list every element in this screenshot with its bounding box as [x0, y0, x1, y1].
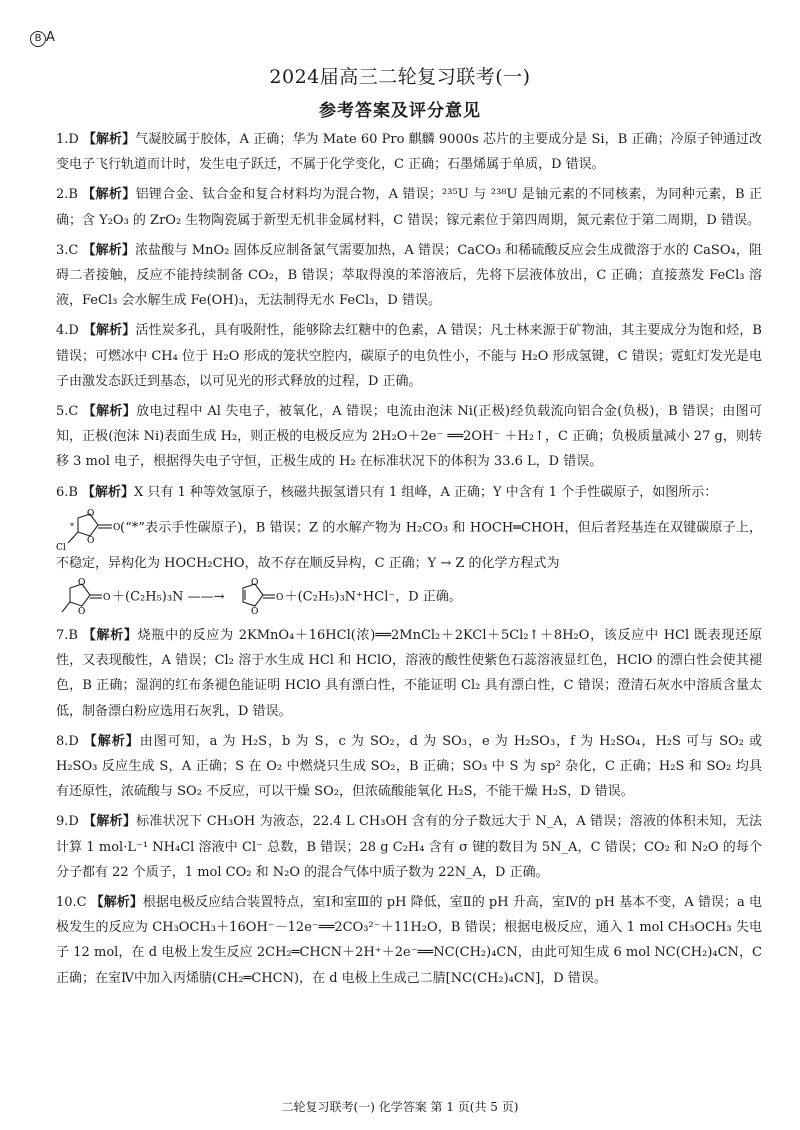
corner-circle-letter: B: [30, 31, 46, 47]
structure-y-chiral: [56, 505, 120, 551]
analysis-tag: 【解析】: [81, 484, 134, 500]
question-7: [56, 623, 762, 724]
chiral-star: *: [70, 521, 74, 531]
structure-z-product: [229, 576, 285, 618]
question-number: 2.B: [56, 187, 78, 203]
analysis-tag: 【解析】: [82, 242, 136, 258]
question-text: 浓盐酸与 MnO₂ 固体反应制备氯气需要加热，A 错误；CaCO₃ 和稀硫酸反应会生成微溶于水的 CaSO₄，阻碍二者接触，反应不能持续制备 CO₂，B 错误；萃取得溴的苯溶液后，先将下层液体放出，C 正确；直接蒸发 FeCl₃ 溶液，FeCl₃ 会水解生成 Fe(OH)₃，无法制得无水 FeCl₃，D 错误。: [56, 242, 762, 309]
atom-label: O: [87, 508, 95, 519]
atom-label: O: [113, 522, 120, 533]
question-text: 铝锂合金、钛合金和复合材料均为混合物，A 错误；²³⁵U 与 ²³⁸U 是铀元素的不同核素，为同种元素，B 正确；含 Y₂O₃ 的 ZrO₂ 生物陶瓷属于新型无机非金属材料，C 错误；镓元素位于第四周期，氮元素位于第二周期，D 错误。: [56, 187, 762, 228]
page-footer: 二轮复习联考(一) 化学答案 第 1 页(共 5 页): [281, 1100, 519, 1114]
question-3: [56, 238, 762, 314]
page-title: 2024届高三二轮复习联考(一): [269, 66, 531, 88]
equation-middle: ＋(C₂H₅)₃N ——→: [112, 589, 225, 605]
corner-letter: A: [46, 30, 55, 45]
structure-y-reactant: [56, 576, 112, 618]
question-9: [56, 809, 762, 885]
question-5: [56, 399, 762, 475]
question-text-b: (“*”表示手性碳原子)，B 错误；Z 的水解产物为 H₂CO₃ 和 HOCH═CHOH，但后者羟基连在双键碳原子上，不稳定，异构化为 HOCH₂CHO，故不存在顺反异构，C 正确；Y → Z 的化学方程式为: [56, 520, 762, 571]
page-subtitle: 参考答案及评分意见: [319, 101, 481, 121]
analysis-tag: 【解析】: [81, 628, 138, 644]
analysis-tag: 【解析】: [82, 404, 137, 420]
question-number: 3.C: [56, 242, 79, 258]
corner-mark: [30, 30, 55, 47]
atom-label: Cl: [56, 542, 66, 551]
question-number: 8.D: [56, 733, 79, 749]
analysis-tag: 【解析】: [82, 733, 140, 749]
question-10: [56, 890, 762, 991]
analysis-tag: 【解析】: [81, 187, 136, 203]
question-text: 放电过程中 Al 失电子，被氧化，A 错误；电流由泡沫 Ni(正极)经负载流向铝合金(负极)，B 错误；由图可知，正极(泡沫 Ni)表面生成 H₂，则正极的电极反应为 2H₂O＋2e⁻ ══2OH⁻ ＋H₂↑，C 正确；负极质量减小 27 g，则转移 3 mol 电子，根据得失电子守恒，正极生成的 H₂ 在标准状况下的体积为 33.6 L，D 错误。: [56, 404, 762, 470]
question-text: 烧瓶中的反应为 2KMnO₄＋16HCl(浓)══2MnCl₂＋2KCl＋5Cl₂↑＋8H₂O，该反应中 HCl 既表现还原性，又表现酸性，A 错误；Cl₂ 溶于水生成 HCl 和 HClO，溶液的酸性使紫色石蕊溶液显红色，HClO 的漂白性会使其褪色，B 正确；湿润的红布条褪色能证明 HClO 具有漂白性，不能证明 Cl₂ 具有漂白性，C 错误；澄清石灰水中溶质含量太低，制备漂白粉应选用石灰乳，D 错误。: [56, 628, 762, 719]
atom-label: O: [78, 607, 86, 618]
question-number: 9.D: [56, 814, 79, 830]
question-8: [56, 729, 762, 805]
answer-list: [56, 127, 762, 996]
analysis-tag: 【解析】: [90, 895, 143, 911]
question-number: 4.D: [56, 323, 79, 339]
question-number: 1.D: [56, 132, 79, 147]
question-4: [56, 318, 762, 394]
question-text: 活性炭多孔，具有吸附性，能够除去红糖中的色素，A 错误；凡士林来源于矿物油，其主要成分为饱和烃，B 错误；可燃冰中 CH₄ 位于 H₂O 形成的笼状空腔内，碳原子的电负性小，不能与 H₂O 形成氢键，C 错误；霓虹灯发光是电子由激发态跃迁到基态，以可见光的形式释放的过程，D 正确。: [56, 323, 762, 389]
atom-label: O: [87, 535, 95, 546]
question-text: 由图可知，a 为 H₂S，b 为 S，c 为 SO₂，d 为 SO₃，e 为 H₂SO₃，f 为 H₂SO₄，H₂S 可与 SO₂ 或 H₂SO₃ 反应生成 S，A 正确；S 在 O₂ 中燃烧只生成 SO₂，B 正确；SO₃ 中 S 为 sp² 杂化，C 正确；H₂S 和 SO₂ 均具有还原性，浓硫酸与 SO₂ 不反应，可以干燥 SO₂，但浓硫酸能氧化 H₂S，不能干燥 H₂S，D 错误。: [56, 733, 763, 800]
question-number: 10.C: [56, 895, 87, 911]
atom-label: O: [78, 578, 86, 589]
question-text: 气凝胶属于胶体，A 正确；华为 Mate 60 Pro 麒麟 9000s 芯片的主要成分是 Si，B 正确；冷原子钟通过改变电子飞行轨道而计时，发生电子跃迁，不属于化学变化，C 正确；石墨烯属于单质，D 错误。: [56, 132, 762, 173]
question-1: [56, 127, 762, 177]
analysis-tag: 【解析】: [82, 132, 136, 147]
analysis-tag: 【解析】: [82, 323, 136, 339]
question-6: [56, 480, 762, 618]
question-number: 6.B: [56, 484, 78, 500]
equation-end: ＋(C₂H₅)₃N⁺HCl⁻，D 正确。: [284, 589, 462, 605]
analysis-tag: 【解析】: [82, 814, 137, 830]
atom-label: O: [250, 578, 258, 589]
atom-label: O: [250, 607, 258, 618]
atom-label: O: [103, 593, 111, 604]
question-text: 标准状况下 CH₃OH 为液态，22.4 L CH₃OH 含有的分子数远大于 N_A，A 错误；溶液的体积未知，无法计算 1 mol·L⁻¹ NH₄Cl 溶液中 Cl⁻ 总数，B 错误；28 g C₂H₄ 含有 σ 键的数目为 5N_A，C 错误；CO₂ 和 N₂O 的每个分子都有 22 个质子，1 mol CO₂ 和 N₂O 的混合气体中质子数为 22N_A，D 正确。: [56, 814, 762, 880]
question-number: 7.B: [56, 628, 78, 644]
question-text: 根据电极反应结合装置特点，室Ⅰ和室Ⅲ的 pH 降低，室Ⅱ的 pH 升高，室Ⅳ的 pH 基本不变，A 错误；a 电极发生的反应为 CH₃OCH₃＋16OH⁻－12e⁻══2CO₃²⁻＋11H₂O，B 错误；根据电极反应，通入 1 mol CH₃OCH₃ 失电子 12 mol，在 d 电极上发生反应 2CH₂═CHCN＋2H⁺＋2e⁻══NC(CH₂)₄CN，由此可知生成 6 mol NC(CH₂)₄CN，C 正确；在室Ⅳ中加入丙烯腈(CH₂═CHCN)，在 d 电极上生成己二腈[NC(CH₂)₄CN]，D 错误。: [56, 895, 762, 986]
question-number: 5.C: [56, 404, 79, 420]
atom-label: O: [275, 593, 283, 604]
question-text-a: X 只有 1 种等效氢原子，核磁共振氢谱只有 1 组峰，A 正确；Y 中含有 1 个手性碳原子，如图所示：: [133, 484, 718, 500]
question-2: [56, 182, 762, 232]
